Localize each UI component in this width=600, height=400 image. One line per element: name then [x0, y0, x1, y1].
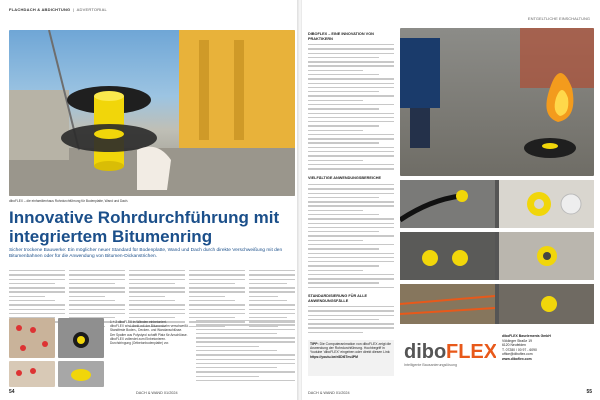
pipe-ring-illustration [9, 30, 295, 196]
tip-text: Die Computeranimation von diboFLEX zeigt die Anwendung der Rohrdurchführung. Hochbegriff in Youtube 'diboFLEX' eingeben oder direkt diesen Link: [310, 342, 392, 355]
svg-text:Intelligente Bausanierungslösu: Intelligente Bausanierungslösung [404, 363, 457, 367]
svg-text:FLEX: FLEX [446, 341, 496, 363]
detail-photo-2 [58, 318, 104, 358]
hero-caption: diboFLEX – die einfamilienhaus Rohrdurchführung für Bodenplatte, Wand und Dach. [9, 199, 129, 203]
caption-item: Standfeste Boden-, Decken- und Wandanschlüsse. [110, 328, 183, 333]
detail-photo-3 [9, 361, 55, 387]
right-page [302, 0, 600, 400]
left-page [0, 0, 298, 400]
roof-photo [499, 284, 594, 324]
page-number-right: 55 [586, 389, 592, 395]
tip-box [308, 340, 394, 376]
photo-row-3 [400, 284, 594, 324]
column-heading-1: DIBOFLEX – EINE INNOVATION VON PRAKTIKERN [308, 32, 374, 41]
address-line-2: 6120 Neufelden [502, 343, 526, 348]
caption-item: diboFLEX vollendet zum Einbetonieren. [110, 336, 166, 341]
caption-item: 1 + 2 diboFLEX in Wänden einbetoniert. [110, 320, 167, 324]
ring-photo [499, 180, 594, 228]
website[interactable]: www.diboflex.com [502, 356, 532, 361]
svg-text:dibo: dibo [404, 341, 447, 363]
caption-list [110, 320, 190, 345]
wall-pipe-photo [400, 232, 495, 280]
footer-right: DACH & WAND 01/2024 [308, 391, 350, 395]
photo-row-1 [400, 180, 594, 228]
cable-photo [400, 180, 495, 228]
page-number-left: 54 [9, 389, 15, 395]
address-line-1: Vöklinger Straße 19 [502, 338, 532, 343]
diboflex-logo [400, 332, 496, 372]
email[interactable]: office@diboflex.com [502, 352, 533, 357]
torch-photo [400, 28, 594, 176]
column-heading-2: VIELFÄLTIGE ANWENDUNGSBEREICHE [308, 176, 381, 180]
slab-photo [499, 232, 594, 280]
tip-link[interactable]: https://youtu.be/e8Dl6Tes4PM [310, 354, 358, 359]
detail-photo-4 [58, 361, 104, 387]
intro-text: Sicher trockene Bauwerke: Ein möglicher neuer Standard für Bodenplatte, Wand und Dach durch direkte Verschweißung mit den Bitumenbahnen oder für die Anwendung von Bitumen-Dickanstrichen. [9, 248, 283, 260]
kicker-sub: ADVERTORIAL [76, 7, 107, 12]
caption-item: diboFLEX wird direkt mit der Bitumenbahn verschweißt. [110, 324, 189, 329]
company-name: diboFLEX Baselements GmbH [502, 334, 551, 338]
body-column-6 [196, 320, 295, 386]
section-label: ENTGELTLICHE EINSCHALTUNG [527, 16, 590, 21]
kicker-label: FLACHDACH & ABDICHTUNG [9, 7, 71, 12]
phone: T. 07280 / 00 97 - 6090 [502, 347, 537, 352]
detail-photo-1 [9, 318, 55, 358]
tip-title: TIPP: [310, 342, 319, 346]
body-text-3 [308, 306, 394, 336]
body-text-1 [308, 44, 394, 174]
kicker: FLACHDACH & ABDICHTUNG | ADVERTORIAL [9, 7, 107, 12]
contact-block [502, 334, 594, 362]
body-text-2 [308, 184, 394, 292]
photo-row-2 [400, 232, 594, 280]
hero-photo [9, 30, 295, 196]
foundation-photo [400, 284, 495, 324]
footer-left: DACH & WAND 01/2024 [136, 391, 178, 395]
caption-item: Der Spalter aus Polystyrol schafft Platz für Anschlüsse. [110, 332, 188, 337]
column-heading-3: STANDARDISIERUNG FÜR ALLE ANWENDUNGSFÄLLE [308, 294, 368, 303]
headline: Innovative Rohrdurchführung mit integriertem Bitumenring [9, 208, 280, 246]
caption-item: Durchdringung (Ortbetonbodenplatte) vor. [110, 341, 170, 346]
